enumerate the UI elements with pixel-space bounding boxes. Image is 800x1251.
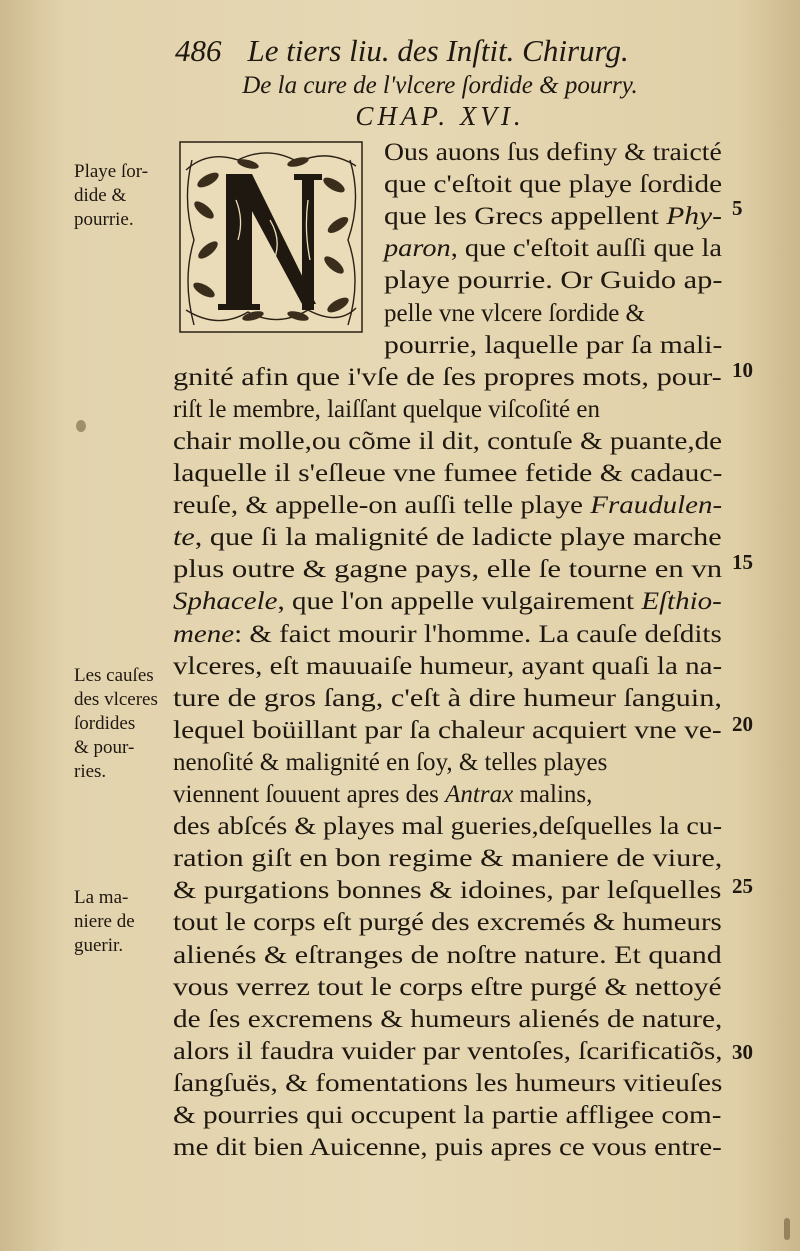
text-segment: pourrie, laquelle par ſa mali-	[384, 331, 723, 359]
text-segment: reuſe, & appelle-on auſſi telle playe	[173, 492, 591, 520]
text-line	[173, 683, 722, 715]
text-segment: alienés & eſtranges de noſtre nature. Et quand	[173, 941, 722, 969]
italic-term: te	[173, 524, 195, 552]
text-segment: playe pourrie. Or Guido ap-	[384, 267, 723, 295]
margin-note	[74, 886, 174, 958]
text-segment: ſangſuës, & fomentations les humeurs vitieuſes	[173, 1069, 723, 1097]
margin-note-line: pourrie.	[74, 209, 134, 230]
text-line	[384, 298, 645, 330]
text-segment: viennent ſouuent apres des	[173, 781, 446, 808]
text-segment: lequel boüillant par ſa chaleur acquiert vne ve-	[173, 716, 722, 744]
text-segment: vous verrez tout le corps eſtre purgé & nettoyé	[173, 973, 722, 1001]
margin-note-line: des vlceres	[74, 689, 158, 710]
margin-note-line: ries.	[74, 761, 107, 782]
text-line	[173, 362, 722, 394]
margin-note-line: ſordides	[74, 713, 136, 734]
text-line	[384, 233, 722, 265]
text-segment: tout le corps eſt purgé des excremés & humeurs	[173, 909, 722, 937]
text-line	[173, 554, 722, 586]
ink-stain	[784, 1218, 790, 1240]
italic-term: paron	[384, 235, 451, 263]
text-segment: gnité afin que i'vſe de ſes propres mots, pour-	[173, 363, 722, 391]
text-line	[173, 747, 607, 779]
line-number: 20	[732, 712, 753, 736]
text-segment: : & faict mourir l'homme. La cauſe deſdits	[234, 620, 722, 648]
margin-note-line: La ma-	[74, 887, 129, 908]
text-line	[173, 1100, 721, 1132]
text-line	[173, 619, 722, 651]
ink-stain	[76, 420, 86, 432]
text-segment: vlceres, eſt mauuaiſe humeur, ayant quaſi la na-	[173, 652, 723, 680]
text-line	[173, 1004, 722, 1036]
italic-term: Fraudulen-	[590, 492, 723, 520]
text-segment: , que ſi la malignité de ladicte playe marche	[194, 524, 722, 552]
line-number: 5	[732, 196, 743, 220]
text-segment: ture de gros ſang, c'eſt à dire humeur ſanguin,	[173, 684, 722, 712]
text-line	[173, 715, 722, 747]
italic-term: Antrax	[445, 781, 514, 808]
text-segment: & pourries qui occupent la partie affligee com-	[173, 1102, 722, 1129]
text-segment: & purgations bonnes & idoines, par leſquelles	[173, 877, 722, 905]
text-segment: laquelle il s'eſleue vne fumee fetide & cadauc-	[173, 460, 723, 487]
text-line	[173, 490, 722, 522]
text-line	[173, 426, 722, 458]
text-segment: plus outre & gagne pays, elle ſe tourne en vn	[173, 556, 723, 584]
line-number: 15	[732, 550, 753, 574]
italic-term: Sphacele	[173, 588, 278, 616]
text-segment: Ous auons ſus definy & traicté	[384, 139, 722, 166]
text-line	[173, 1068, 722, 1100]
text-line	[173, 1132, 722, 1164]
text-line	[173, 940, 722, 972]
text-line	[384, 265, 722, 297]
text-segment: des abſcés & playes mal gueries,deſquelles la cu-	[173, 813, 723, 841]
text-segment: ration giſt en bon regime & maniere de viure,	[173, 845, 723, 873]
text-line	[173, 1036, 723, 1068]
line-number: 10	[732, 358, 753, 382]
chapter-heading: CHAP. XVI.	[355, 101, 525, 131]
margin-note	[74, 160, 174, 232]
text-line	[384, 169, 722, 201]
text-segment: de ſes excremens & humeurs alienés de nature,	[173, 1005, 723, 1033]
text-segment: , que l'on appelle vulgairement	[277, 588, 642, 616]
text-segment: nenoſité & malignité en ſoy, & telles playes	[173, 748, 608, 776]
text-segment: , que c'eſtoit auſſi que la	[450, 235, 722, 263]
page-number: 486	[175, 33, 222, 68]
text-line	[173, 394, 600, 426]
margin-note-line: dide &	[74, 185, 127, 206]
margin-note-line: & pour-	[74, 737, 135, 758]
text-line	[173, 651, 722, 683]
text-segment: pelle vne vlcere ſordide &	[384, 299, 645, 327]
text-segment: me dit bien Auicenne, puis apres ce vous entre-	[173, 1134, 722, 1162]
margin-note-line: Playe ſor-	[74, 161, 149, 182]
text-segment: chair molle,ou cõme il dit, contuſe & puante,de	[173, 427, 723, 455]
italic-term: mene	[173, 620, 235, 648]
italic-term: Phy-	[666, 203, 722, 231]
text-segment: malins,	[513, 781, 593, 808]
text-line	[173, 458, 722, 490]
text-segment: alors il faudra vuider par ventoſes, ſcarificatiõs,	[173, 1037, 723, 1065]
text-line	[173, 811, 722, 843]
text-line	[173, 522, 722, 554]
line-number: 30	[732, 1040, 753, 1064]
text-line	[384, 330, 722, 362]
running-title: Le tiers liu. des Inſtit. Chirurg.	[247, 33, 629, 68]
section-title: De la cure de l'vlcere ſordide & pourry.	[242, 72, 638, 99]
text-line	[173, 779, 592, 811]
margin-note-line: Les cauſes	[74, 665, 154, 686]
italic-term: Eſthio-	[641, 588, 722, 616]
line-number: 25	[732, 874, 753, 898]
margin-note	[74, 664, 174, 784]
text-line	[384, 137, 722, 169]
text-segment: que c'eſtoit que playe ſordide	[384, 171, 723, 199]
text-line	[173, 843, 722, 875]
margin-note-line: guerir.	[74, 935, 124, 956]
text-line	[173, 875, 721, 907]
text-segment: que les Grecs appellent	[384, 203, 667, 231]
text-line	[173, 586, 722, 618]
text-segment: riſt le membre, laiſſant quelque viſcoſité en	[173, 395, 600, 423]
text-line	[384, 201, 722, 233]
text-line	[173, 907, 722, 939]
text-line	[173, 972, 722, 1004]
margin-note-line: niere de	[74, 911, 135, 932]
